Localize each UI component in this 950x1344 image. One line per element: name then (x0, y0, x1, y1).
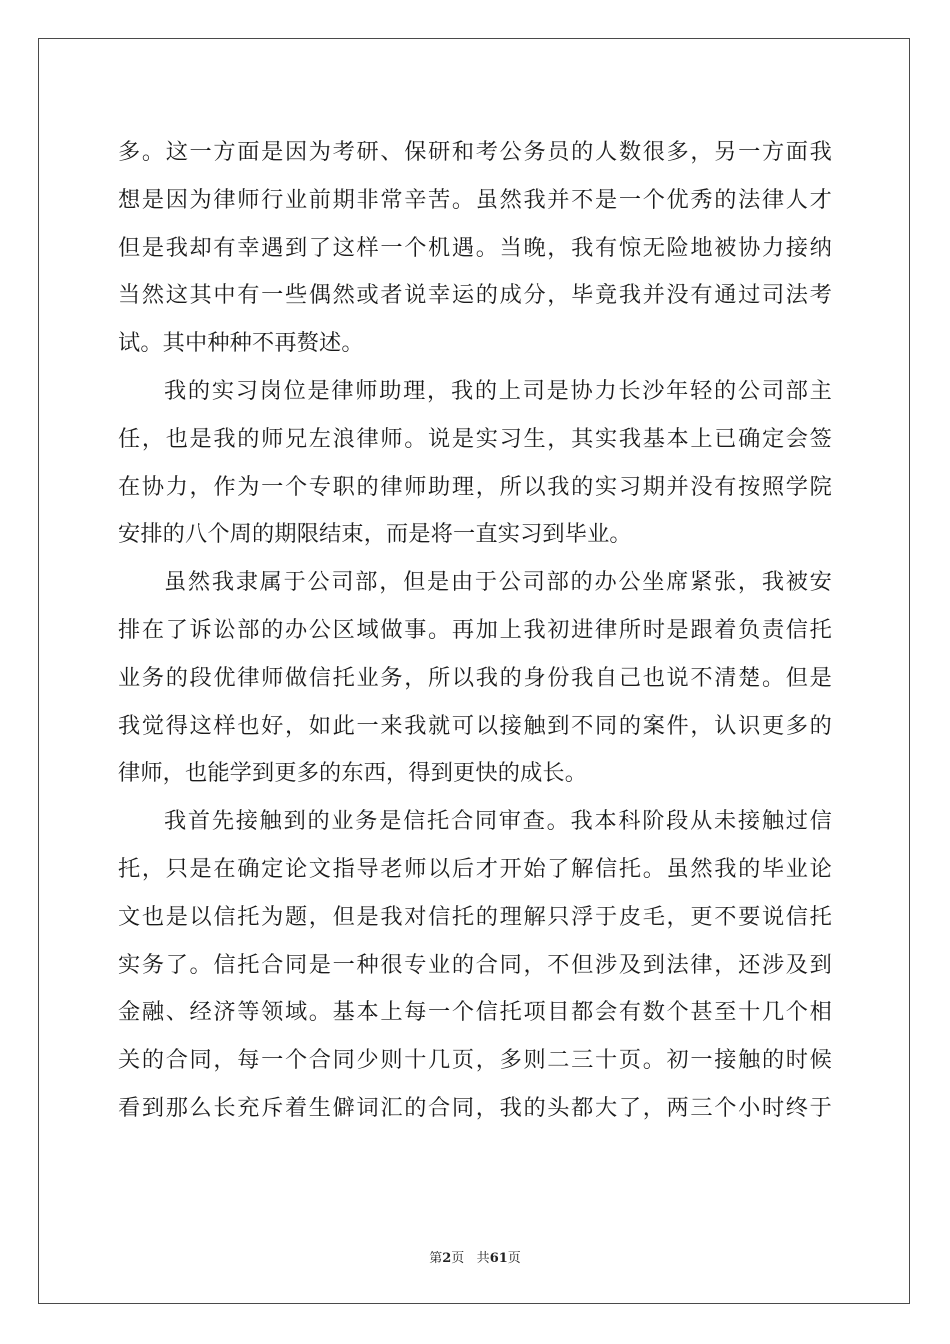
text-line: 多。这一方面是因为考研、保研和考公务员的人数很多，另一方面我 (118, 139, 832, 165)
total-suffix: 页 (507, 1251, 521, 1266)
text-line: 实务了。信托合同是一种很专业的合同，不但涉及到法律，还涉及到 (118, 951, 832, 978)
text-line: 业务的段优律师做信托业务，所以我的身份我自己也说不清楚。但是 (118, 664, 832, 691)
text-line: 试。其中种种不再赘述。 (118, 330, 364, 357)
text-line: 安排的八个周的期限结束，而是将一直实习到毕业。 (118, 521, 632, 548)
text-line: 当然这其中有一些偶然或者说幸运的成分，毕竟我并没有通过司法考 (118, 282, 832, 309)
text-line: 排在了诉讼部的办公区域做事。再加上我初进律所时是跟着负责信托 (118, 616, 832, 643)
text-line: 任，也是我的师兄左浪律师。说是实习生，其实我基本上已确定会签 (118, 425, 832, 452)
page-prefix: 第 (429, 1251, 443, 1266)
page-suffix: 页 (451, 1251, 465, 1266)
document-body (118, 129, 832, 1133)
text-line: 但是我却有幸遇到了这样一个机遇。当晚，我有惊无险地被协力接纳 (118, 234, 832, 261)
text-line: 文也是以信托为题，但是我对信托的理解只浮于皮毛，更不要说信托 (118, 903, 832, 930)
text-line: 关的合同，每一个合同少则十几页，多则二三十页。初一接触的时候 (118, 1047, 832, 1074)
text-line: 在协力，作为一个专职的律师助理，所以我的实习期并没有按照学院 (118, 473, 832, 500)
page-number: 2 (442, 1251, 452, 1266)
text-line: 我的实习岗位是律师助理，我的上司是协力长沙年轻的公司部主 (164, 377, 832, 404)
text-line: 想是因为律师行业前期非常辛苦。虽然我并不是一个优秀的法律人才 (118, 186, 832, 213)
text-line: 我觉得这样也好，如此一来我就可以接触到不同的案件，认识更多的 (118, 712, 832, 739)
text-line: 虽然我隶属于公司部，但是由于公司部的办公坐席紧张，我被安 (164, 569, 832, 596)
text-line: 托，只是在确定论文指导老师以后才开始了解信托。虽然我的毕业论 (118, 855, 832, 882)
text-line: 律师，也能学到更多的东西，得到更快的成长。 (118, 760, 588, 787)
page-footer (0, 1247, 950, 1266)
text-line: 我首先接触到的业务是信托合同审查。我本科阶段从未接触过信 (164, 808, 832, 835)
footer-separator (464, 1251, 476, 1266)
text-line: 看到那么长充斥着生僻词汇的合同，我的头都大了，两三个小时终于 (118, 1094, 832, 1121)
total-prefix: 共 (476, 1251, 490, 1266)
text-line: 金融、经济等领域。基本上每一个信托项目都会有数个甚至十几个相 (118, 999, 832, 1026)
total-pages: 61 (489, 1251, 508, 1266)
